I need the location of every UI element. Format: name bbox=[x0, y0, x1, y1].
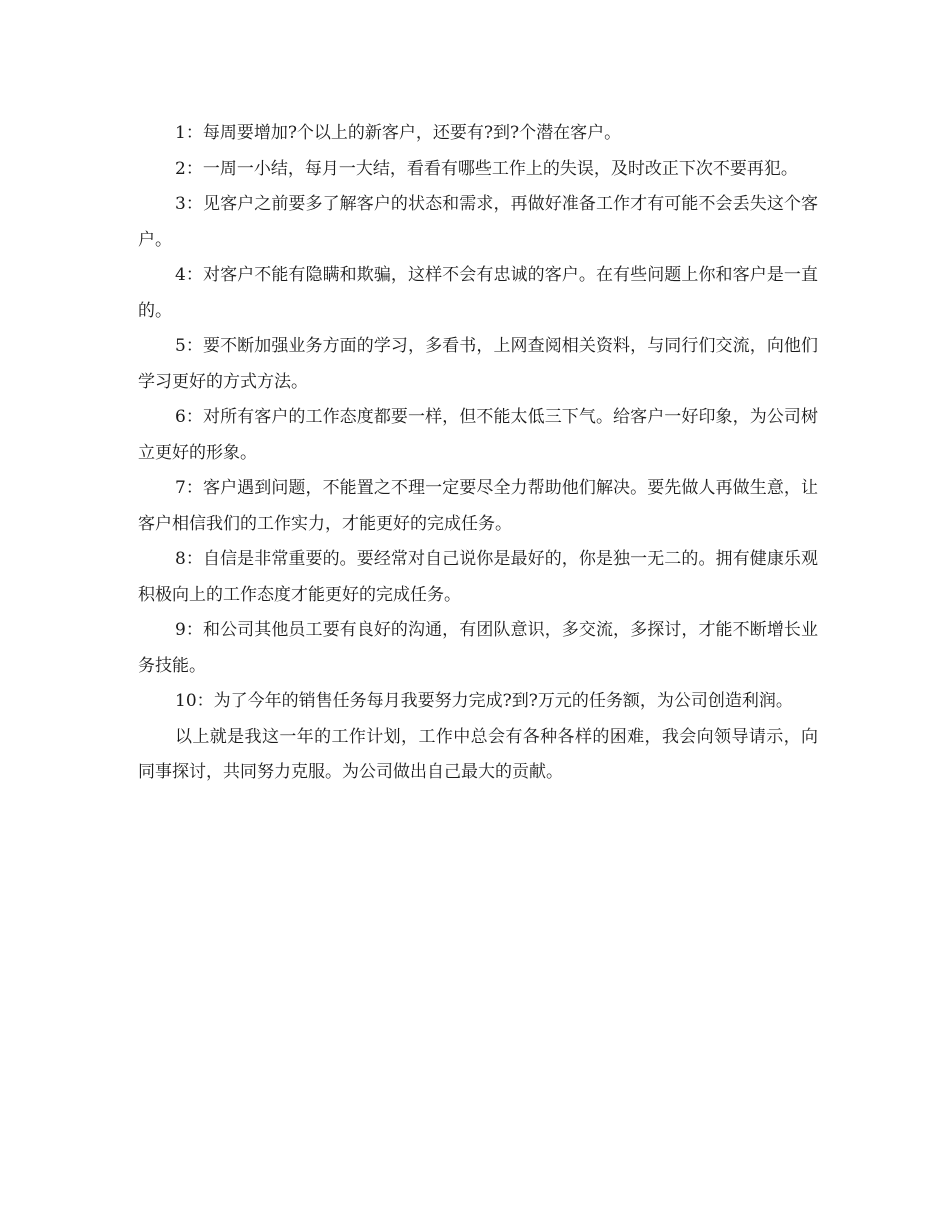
plan-item-4: 4：对客户不能有隐瞒和欺骗，这样不会有忠诚的客户。在有些问题上你和客户是一直的。 bbox=[138, 265, 818, 321]
plan-item-6: 6：对所有客户的工作态度都要一样，但不能太低三下气。给客户一好印象，为公司树立更好的形象。 bbox=[138, 407, 818, 463]
closing-paragraph: 以上就是我这一年的工作计划，工作中总会有各种各样的困难，我会向领导请示，向同事探讨，共同努力克服。为公司做出自己最大的贡献。 bbox=[138, 726, 818, 782]
plan-item-8: 8：自信是非常重要的。要经常对自己说你是最好的，你是独一无二的。拥有健康乐观积极向上的工作态度才能更好的完成任务。 bbox=[138, 549, 818, 605]
document-body bbox=[138, 116, 818, 791]
plan-item-2: 2：一周一小结，每月一大结，看看有哪些工作上的失误，及时改正下次不要再犯。 bbox=[175, 158, 798, 179]
plan-item-3: 3：见客户之前要多了解客户的状态和需求，再做好准备工作才有可能不会丢失这个客户。 bbox=[138, 194, 818, 250]
plan-item-5: 5：要不断加强业务方面的学习，多看书，上网查阅相关资料，与同行们交流，向他们学习更好的方式方法。 bbox=[138, 336, 818, 392]
plan-item-7: 7：客户遇到问题，不能置之不理一定要尽全力帮助他们解决。要先做人再做生意，让客户相信我们的工作实力，才能更好的完成任务。 bbox=[138, 478, 818, 534]
plan-item-9: 9：和公司其他员工要有良好的沟通，有团队意识，多交流，多探讨，才能不断增长业务技能。 bbox=[138, 620, 818, 676]
plan-item-10: 10：为了今年的销售任务每月我要努力完成?到?万元的任务额，为公司创造利润。 bbox=[175, 691, 793, 711]
plan-item-1: 1：每周要增加?个以上的新客户，还要有?到?个潜在客户。 bbox=[175, 123, 622, 143]
